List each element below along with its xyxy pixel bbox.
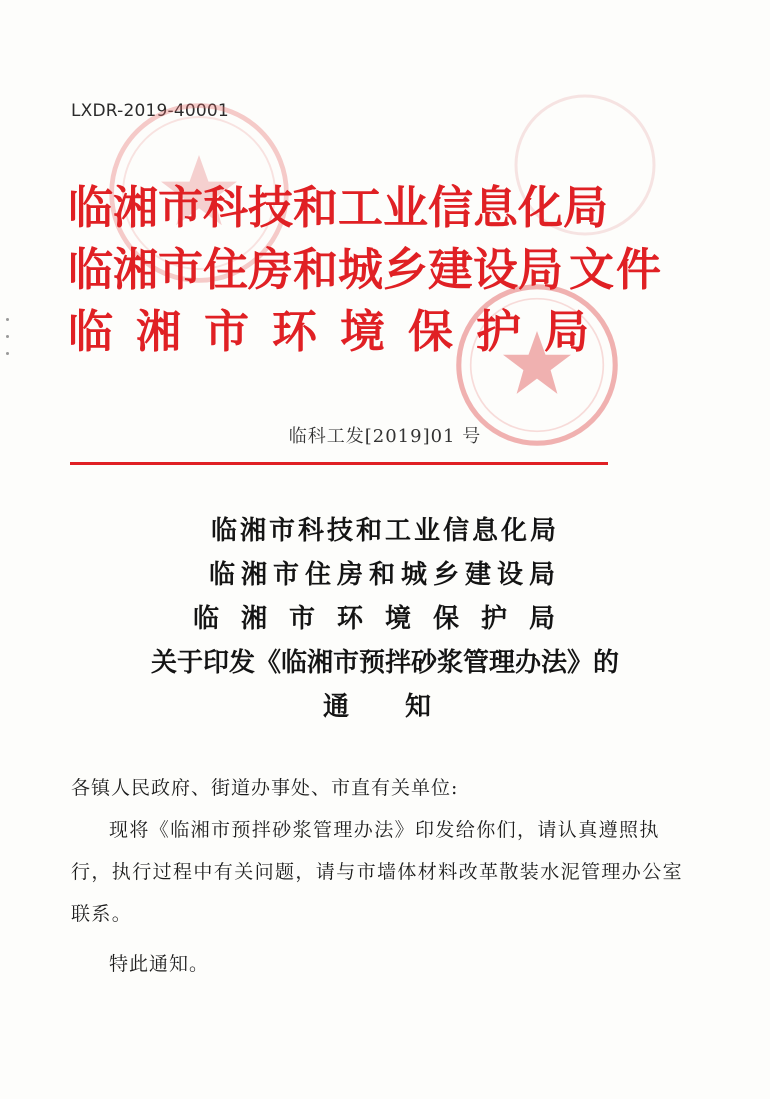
issuer-line-text: 临湘市住房和城乡建设局 [68,243,564,296]
title-line: 临湘市住房和城乡建设局 [208,560,561,590]
document-title [0,509,770,729]
document-code: LXDR-2019-40001 [71,101,229,121]
issuer-header [68,178,664,364]
title-line: 关于印发《临湘市预拌砂浆管理办法》的 [150,648,619,678]
salutation: 各镇人民政府、街道办事处、市直有关单位: [71,777,459,799]
document-suffix: 文件 [569,243,664,296]
document-number: 临科工发[2019]01 号 [288,426,482,447]
binding-marks [6,318,10,378]
issuer-line: 临湘市环境保护局 [68,305,613,358]
body-paragraph: 现将《临湘市预拌砂浆管理办法》印发给你们，请认真遵照执行，执行过程中有关问题，请与市墙体材料改革散装水泥管理办公室联系。 [71,819,684,925]
title-line: 通知 [322,692,487,722]
closing-line: 特此通知。 [109,953,210,975]
title-line: 临湘市科技和工业信息化局 [210,516,559,546]
issuer-line [68,240,664,302]
title-line: 临湘市环境保护局 [192,604,577,634]
red-divider [70,462,608,465]
issuer-line: 临湘市科技和工业信息化局 [68,181,609,234]
document-body [71,773,691,979]
